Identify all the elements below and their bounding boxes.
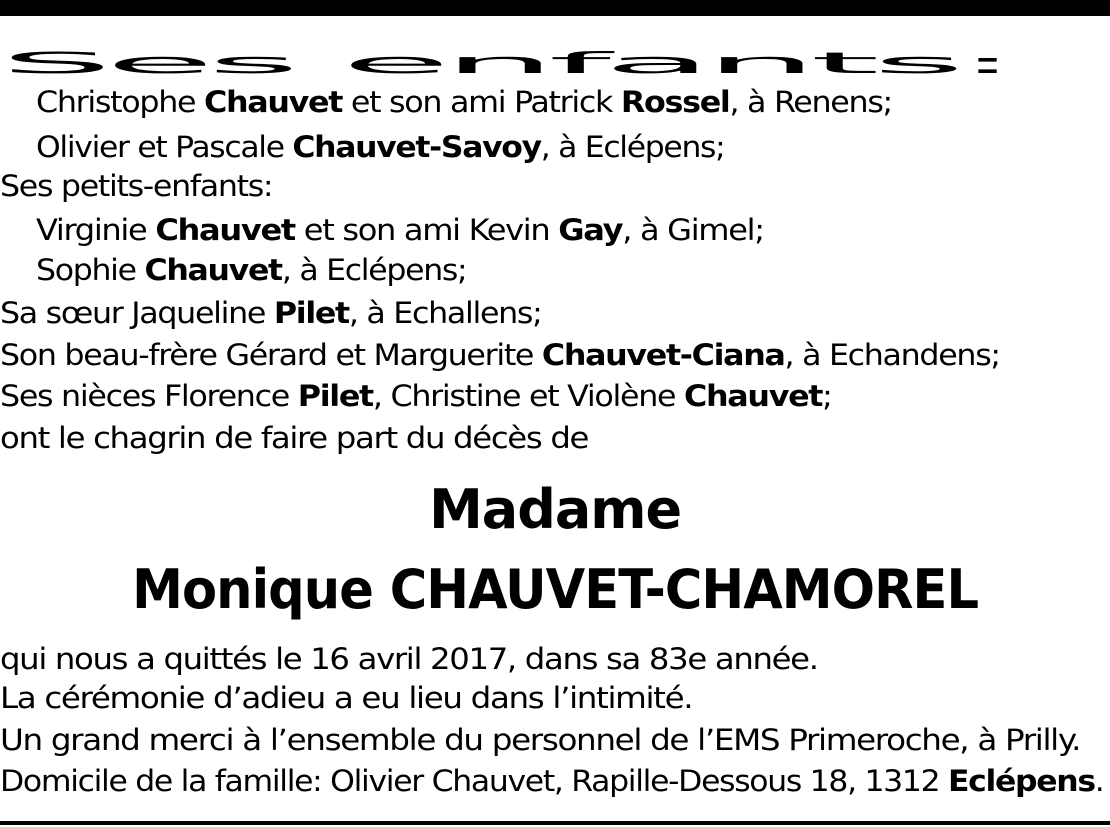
grandchildren-heading: Ses petits-enfants: (0, 169, 273, 203)
announcement-line: ont le chagrin de faire part du décès de (0, 421, 589, 455)
top-border-rule (0, 0, 1110, 16)
brother-in-law-line: Son beau-frère Gérard et Marguerite Chauvet-Ciana, à Echandens; (0, 338, 1000, 372)
nieces-line: Ses nièces Florence Pilet, Christine et Violène Chauvet; (0, 379, 832, 413)
bottom-border-rule (0, 821, 1110, 825)
family-address-line: Domicile de la famille: Olivier Chauvet, Rapille-Dessous 18, 1312 Eclépens. (0, 764, 1104, 798)
child-2-line: Olivier et Pascale Chauvet-Savoy, à Eclépens; (36, 130, 725, 164)
ceremony-line: La cérémonie d’adieu a eu lieu dans l’intimité. (0, 681, 693, 715)
children-heading: Ses enfants: (0, 46, 1011, 80)
grandchild-2-line: Sophie Chauvet, à Eclépens; (36, 253, 467, 287)
child-1-line: Christophe Chauvet et son ami Patrick Rossel, à Renens; (36, 85, 892, 119)
sister-line: Sa sœur Jaqueline Pilet, à Echallens; (0, 296, 542, 330)
deceased-full-name: Monique CHAUVET-CHAMOREL (132, 558, 978, 621)
thanks-line: Un grand merci à l’ensemble du personnel de l’EMS Primeroche, à Prilly. (0, 723, 1081, 757)
deceased-title: Madame (428, 478, 681, 541)
passing-date-line: qui nous a quittés le 16 avril 2017, dans sa 83e année. (0, 642, 818, 676)
grandchild-1-line: Virginie Chauvet et son ami Kevin Gay, à Gimel; (36, 213, 764, 247)
